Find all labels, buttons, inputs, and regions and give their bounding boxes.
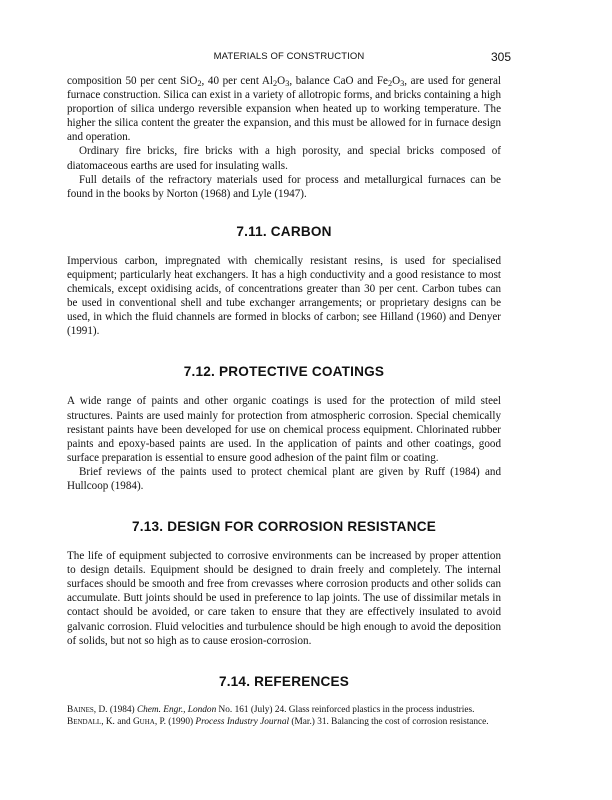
paragraph: Full details of the refractory materials used for process and metallurgical furnaces can be found in the books by Norton (1968) and Lyle (1947). <box>67 173 501 200</box>
paragraph: Brief reviews of the paints used to protect chemical plant are given by Ruff (1984) and Hullcoop (1984). <box>67 465 501 492</box>
section-heading-carbon: 7.11. CARBON <box>236 223 332 239</box>
section-heading-design-for-corrosion: 7.13. DESIGN FOR CORROSION RESISTANCE <box>132 519 436 535</box>
paragraph: A wide range of paints and other organic coatings is used for the protection of mild steel structures. Paints are used mainly for protection from atmospheric corrosion. Special chemically resistant paints have been developed for use on chemical process equipment. Chlorinated rubber paints and epoxy-based paints are used. In the application of paints and other coatings, good surface preparation is essential to ensure good adhesion of the paint film or coating. <box>67 395 501 464</box>
section-heading-protective-coatings: 7.12. PROTECTIVE COATINGS <box>183 364 385 380</box>
running-header <box>67 51 511 67</box>
paragraph: composition 50 per cent SiO$_2$, 40 per cent $Al_2O_3$, balance CaO and $Fe_2O_3$, are used for general furnace construction. Silica can exist in a variety of allotropic forms, and bricks containing a high proportion of silica undergo reversible expansion when heated up to working temperature. The higher the silica content the greater the expansion, and this must be allowed for in furnace design and operation. <box>67 75 501 144</box>
paragraph: Impervious carbon, impregnated with chemically resistant resins, is used for specialised equipment; particularly heat exchangers. It has a high conductivity and a good resistance to most chemicals, except oxidising acids, of concentrations greater than 30 per cent. Carbon tubes can be used in conventional shell and tube exchanger arrangements; or proprietary designs can be used, in which the fluid channels are formed in blocks of carbon; see Hilland (1960) and Denyer (1991). <box>67 254 501 338</box>
page-body <box>67 74 501 728</box>
reference-list <box>67 704 501 728</box>
running-title: MATERIALS OF CONSTRUCTION <box>213 51 365 62</box>
reference-item: Bendall, K. and Guha, P. (1990) Process Industry Journal (Mar.) 31. Balancing the cost of corrosion resistance. <box>67 716 489 727</box>
section-heading-references: 7.14. REFERENCES <box>218 673 350 689</box>
paragraph: Ordinary fire bricks, fire bricks with a high porosity, and special bricks composed of diatomaceous earths are used for insulating walls. <box>67 145 501 172</box>
paragraph: The life of equipment subjected to corrosive environments can be increased by proper attention to design details. Equipment should be designed to drain freely and completely. The internal surfaces should be smooth and free from crevasses where corrosion products and other solids can accumulate. Butt joints should be used in preference to lap joints. The use of dissimilar metals in contact should be avoided, or care taken to ensure that they are effectively insulated to avoid galvanic corrosion. Fluid velocities and turbulence should be high enough to avoid the deposition of solids, but not so high as to cause erosion-corrosion. <box>67 550 501 647</box>
reference-item: Baines, D. (1984) Chem. Engr., London No. 161 (July) 24. Glass reinforced plastics in the process industries. <box>67 704 475 715</box>
page-number: 305 <box>490 50 511 64</box>
